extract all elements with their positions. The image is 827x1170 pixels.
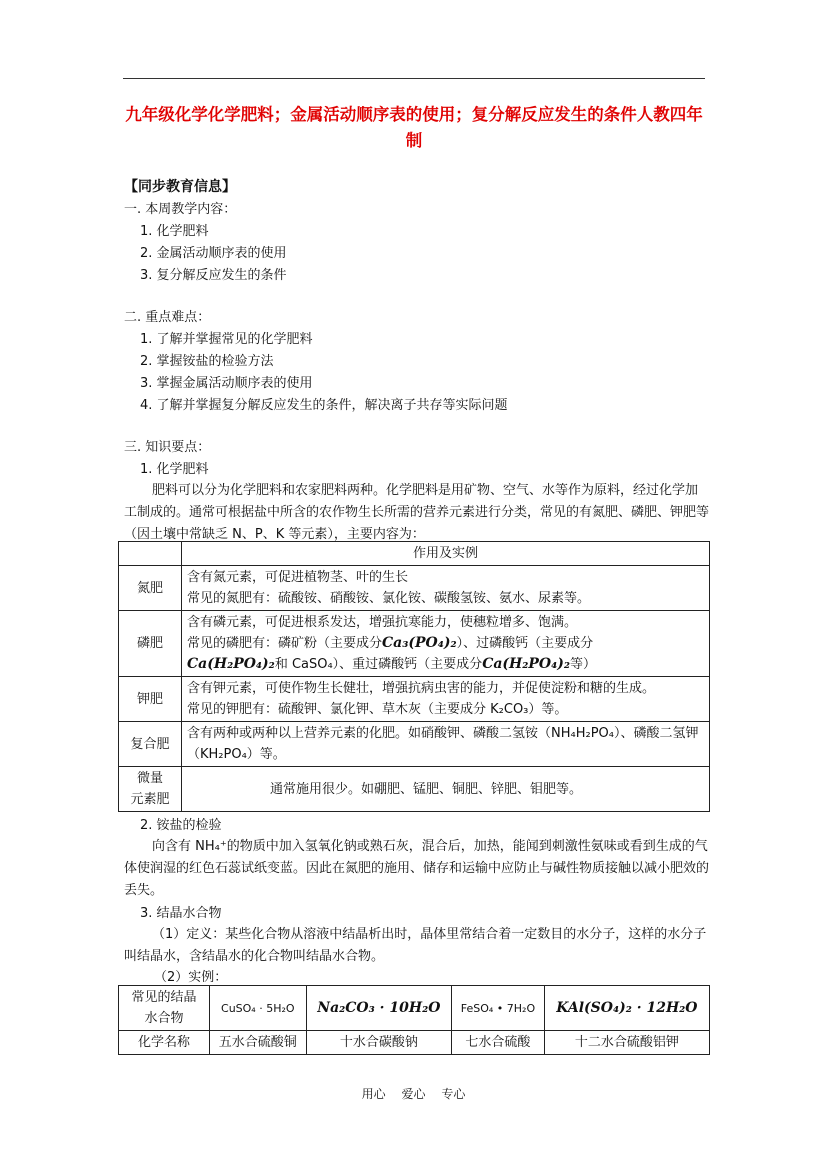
table-row — [119, 566, 710, 611]
table-row — [119, 986, 710, 1031]
row-content: 通常施用很少。如硼肥、锰肥、铜肥、锌肥、钼肥等。 — [182, 767, 710, 812]
row-line — [187, 633, 704, 654]
section-heading: 【同步教育信息】 — [124, 179, 236, 195]
row-line: 含有磷元素，可促进根系发达，增强抗寒能力，使穗粒增多、饱满。 — [187, 615, 578, 630]
hydrate-formula: FeSO₄ • 7H₂O — [452, 986, 545, 1031]
s2-item-1: 1. 了解并掌握常见的化学肥料 — [140, 332, 313, 347]
text-span: 等） — [570, 657, 597, 672]
formula: Ca(H₂PO₄)₂ — [482, 656, 570, 672]
s3-sub1: 1. 化学肥料 — [140, 462, 209, 477]
row-name: 氮肥 — [119, 566, 182, 611]
formula: Ca₃(PO₄)₂ — [382, 635, 457, 651]
row-name-line: 微量 — [136, 771, 163, 786]
document-title: 九年级化学化学肥料；金属活动顺序表的使用；复分解反应发生的条件人教四年制 — [125, 105, 703, 150]
s2-item-4: 4. 了解并掌握复分解反应发生的条件，解决离子共存等实际问题 — [140, 398, 508, 413]
hydrate-formula: KAl(SO₄)₂ · 12H₂O — [544, 986, 709, 1031]
row-content — [182, 677, 710, 722]
head-line: 水合物 — [144, 1011, 184, 1026]
s3-paragraph-1: 肥料可以分为化学肥料和农家肥料两种。化学肥料是用矿物、空气、水等作为原料，经过化学加工制成的。通常可根据盐中所含的农作物生长所需的营养元素进行分类，常见的有氮肥、磷肥、钾肥等（因土壤中常缺乏 N、P、K 等元素），主要内容为： — [124, 483, 710, 542]
footer-word: 爱心 — [401, 1087, 426, 1101]
s2-item-3: 3. 掌握金属活动顺序表的使用 — [140, 376, 313, 391]
s1-item-1: 1. 化学肥料 — [140, 224, 209, 239]
row-line — [187, 654, 704, 675]
table-row — [119, 767, 710, 812]
table-corner-cell — [119, 542, 182, 566]
hydrate-table — [118, 985, 710, 1055]
paragraph-3b: （2）实例： — [154, 970, 228, 985]
row-name: 复合肥 — [119, 722, 182, 767]
formula: Ca(H₂PO₄)₂ — [187, 656, 275, 672]
hydrate-name: 十二水合硫酸铝钾 — [544, 1031, 709, 1055]
row-line: 含有氮元素，可促进植物茎、叶的生长 — [187, 570, 409, 585]
row-name: 磷肥 — [119, 611, 182, 677]
hydrate-name: 十水合碳酸钠 — [306, 1031, 452, 1055]
row-name: 钾肥 — [119, 677, 182, 722]
table-row — [119, 611, 710, 677]
table-row — [119, 722, 710, 767]
table-row — [119, 1031, 710, 1055]
paragraph-2: 向含有 NH₄⁺的物质中加入氢氧化钠或熟石灰，混合后，加热，能闻到刺激性氨味或看到生成的气体使润湿的红色石蕊试纸变蓝。因此在氮肥的施用、储存和运输中应防止与碱性物质接触以减小肥效的丢失。 — [124, 839, 710, 898]
footer-word: 用心 — [361, 1087, 386, 1101]
row-name-line: 元素肥 — [130, 792, 170, 807]
s2-item-2: 2. 掌握铵盐的检验方法 — [140, 354, 274, 369]
fertilizer-table — [118, 541, 710, 812]
s2-head: 二. 重点难点： — [124, 310, 211, 325]
hydrate-name: 五水合硫酸铜 — [210, 1031, 307, 1055]
table-row — [119, 542, 710, 566]
row-content — [182, 566, 710, 611]
sub3-head: 3. 结晶水合物 — [140, 906, 222, 921]
row-content — [182, 611, 710, 677]
sub2-head: 2. 铵盐的检验 — [140, 818, 222, 833]
row-head — [119, 986, 210, 1031]
row-name — [119, 767, 182, 812]
s1-head: 一. 本周教学内容： — [124, 202, 237, 217]
paragraph-3: （1）定义：某些化合物从溶液中结晶析出时，晶体里常结合着一定数目的水分子，这样的水分子叫结晶水，含结晶水的化合物叫结晶水合物。 — [124, 927, 707, 964]
row-content: 含有两种或两种以上营养元素的化肥。如硝酸钾、磷酸二氢铵（NH₄H₂PO₄）、磷酸二氢钾（KH₂PO₄）等。 — [182, 722, 710, 767]
row-line: 常见的钾肥有：硫酸钾、氯化钾、草木灰（主要成分 K₂CO₃）等。 — [187, 702, 568, 717]
row-line: 含有钾元素，可使作物生长健壮，增强抗病虫害的能力，并促使淀粉和糖的生成。 — [187, 681, 656, 696]
table-row — [119, 677, 710, 722]
text-span: 常见的磷肥有：磷矿粉（主要成分 — [187, 636, 383, 651]
s3-head: 三. 知识要点： — [124, 440, 211, 455]
s1-item-2: 2. 金属活动顺序表的使用 — [140, 246, 287, 261]
head-line: 常见的结晶 — [131, 990, 197, 1005]
hydrate-name: 七水合硫酸 — [452, 1031, 545, 1055]
row-head: 化学名称 — [119, 1031, 210, 1055]
row-line: 常见的氮肥有：硫酸铵、硝酸铵、氯化铵、碳酸氢铵、氨水、尿素等。 — [187, 591, 591, 606]
text-span: ）、过磷酸钙（主要成分 — [456, 636, 594, 651]
header-rule — [123, 78, 705, 79]
text-span: 和 CaSO₄）、重过磷酸钙（主要成分 — [274, 657, 483, 672]
table-header-cell: 作用及实例 — [182, 542, 710, 566]
page-footer — [0, 1085, 827, 1102]
hydrate-formula: CuSO₄ · 5H₂O — [210, 986, 307, 1031]
hydrate-formula: Na₂CO₃ · 10H₂O — [306, 986, 452, 1031]
s1-item-3: 3. 复分解反应发生的条件 — [140, 268, 287, 283]
footer-word: 专心 — [441, 1087, 466, 1101]
